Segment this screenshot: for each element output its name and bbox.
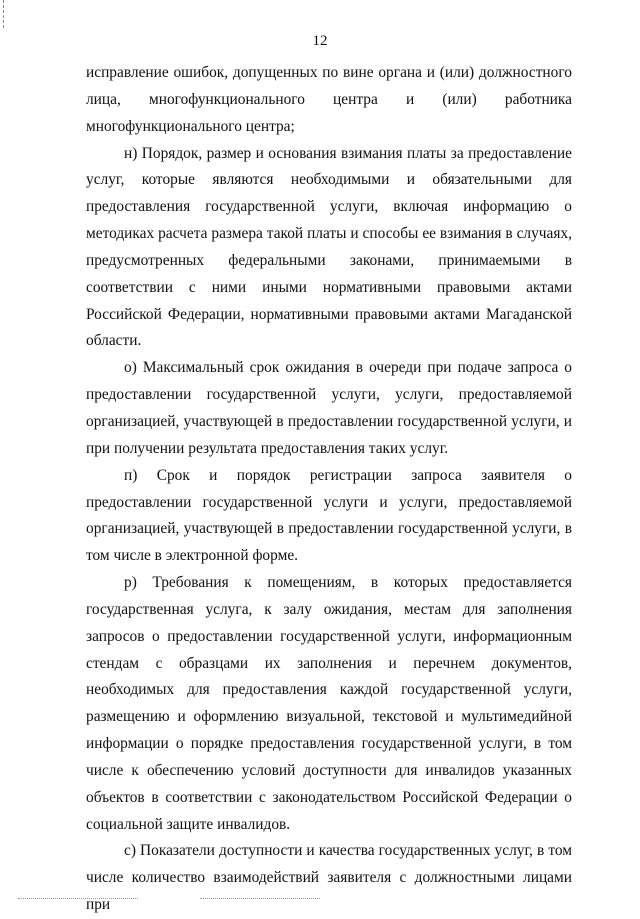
paragraph-s-quality: с) Показатели доступности и качества государственных услуг, в том числе количество взаимодействий заявителя с должностными лицами при xyxy=(86,842,572,914)
footer-rule-right xyxy=(200,898,320,899)
page-number: 12 xyxy=(312,33,328,49)
paragraph-o-queue-time: о) Максимальный срок ожидания в очереди при подаче запроса о предоставлении государственной услуги, услуги, предоставляемой организацией, участвующей в предоставлении государственной услуги, и при получении результата предоставления таких услуг. xyxy=(86,359,572,457)
paragraph-continuation: исправление ошибок, допущенных по вине органа и (или) должностного лица, многофункционального центра и (или) работника многофункционального центра; xyxy=(86,64,572,135)
paragraph-p-registration: п) Срок и порядок регистрации запроса заявителя о предоставлении государственной услуги и услуги, предоставляемой организацией, участвующей в предоставлении государственной услуги, в том числе в электронной форме. xyxy=(86,466,572,565)
document-body xyxy=(86,60,572,919)
paragraph-r-premises: р) Требования к помещениям, в которых предоставляется государственная услуга, к залу ожидания, местам для заполнения запросов о предоставлении государственной услуги, информационным стендам с образцами их заполнения и перечнем документов, необходимых для предоставления каждой государственной услуги, размещению и оформлению визуальной, текстовой и мультимедийной информации о порядке предоставления государственной услуги, в том числе к обеспечению условий доступности для инвалидов указанных объектов в соответствии с законодательством Российской Федерации о социальной защите инвалидов. xyxy=(86,574,572,833)
footer-rule-left xyxy=(18,898,138,899)
left-margin-mark xyxy=(3,0,6,28)
paragraph-n-fees: н) Порядок, размер и основания взимания платы за предоставление услуг, которые являются необходимыми и обязательными для предоставления государственной услуги, включая информацию о методиках расчета размера такой платы и способы ее взимания в случаях, предусмотренных федеральными законами, принимаемыми в соответствии с ними иными нормативными правовыми актами Российской Федерации, нормативными правовыми актами Магаданской области. xyxy=(86,144,572,350)
